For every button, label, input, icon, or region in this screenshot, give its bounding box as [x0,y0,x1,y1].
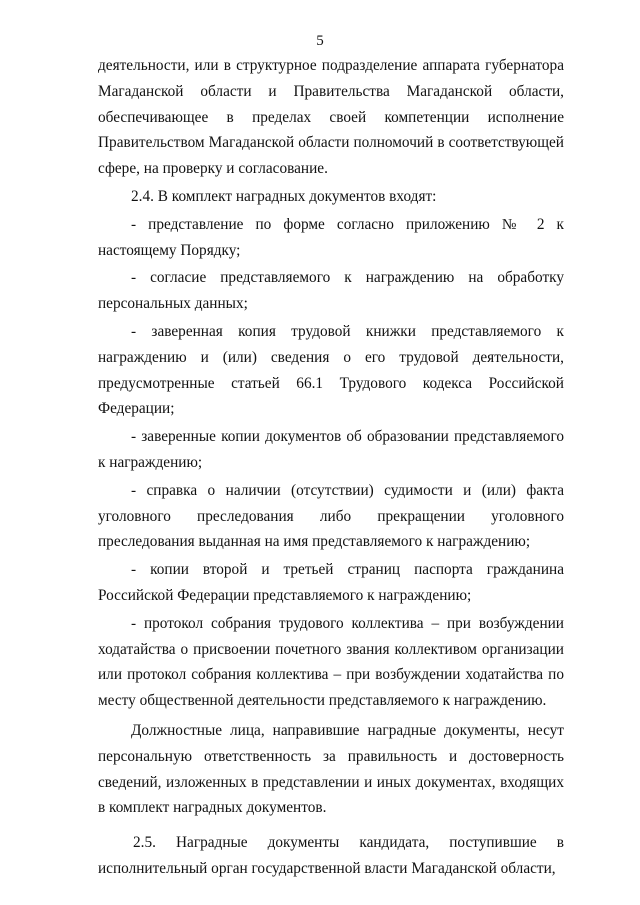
list-item-education-copies: - заверенные копии документов об образовании представляемого к награждению; [98,428,564,471]
list-item-passport-copies: - копии второй и третьей страниц паспорта гражданина Российской Федерации представляемого к награждению; [98,561,564,604]
list-item-work-book-copy: - заверенная копия трудовой книжки представляемого к награждению и (или) сведения о его трудовой деятельности, предусмотренные статьей 66.1 Трудового кодекса Российской Федерации; [98,322,564,418]
list-item-criminal-record-certificate: - справка о наличии (отсутствии) судимости и (или) факта уголовного преследования либо прекращении уголовного преследования выданная на имя представляемого к награждению; [98,481,564,551]
page-number: 5 [316,33,324,49]
paragraph-section-2-5: 2.5. Наградные документы кандидата, поступившие в исполнительный орган государственной власти Магаданской области, [98,834,564,877]
list-item-consent: - согласие представляемого к награждению на обработку персональных данных; [98,269,564,313]
document-body [98,53,564,882]
paragraph-responsibility: Должностные лица, направившие наградные документы, несут персональную ответственность за правильность и достоверность сведений, изложенных в представлении и иных документах, входящих в комплект наградных документов. [98,721,564,817]
paragraph-section-2-4: 2.4. В комплект наградных документов входят: [131,187,437,205]
list-item-meeting-protocol: - протокол собрания трудового коллектива – при возбуждении ходатайства о присвоении почетного звания коллективом организации или протокол собрания коллектива – при возбуждении ходатайства по месту общественной деятельности представляемого к награждению. [98,614,564,710]
paragraph-continuation: деятельности, или в структурное подразделение аппарата губернатора Магаданской области и Правительства Магаданской области, обеспечивающее в пределах своей компетенции исполнение Правительством Магаданской области полномочий в соответствующей сфере, на проверку и согласование. [98,57,564,178]
list-item-representation: - представление по форме согласно приложению № 2 к настоящему Порядку; [98,215,564,259]
